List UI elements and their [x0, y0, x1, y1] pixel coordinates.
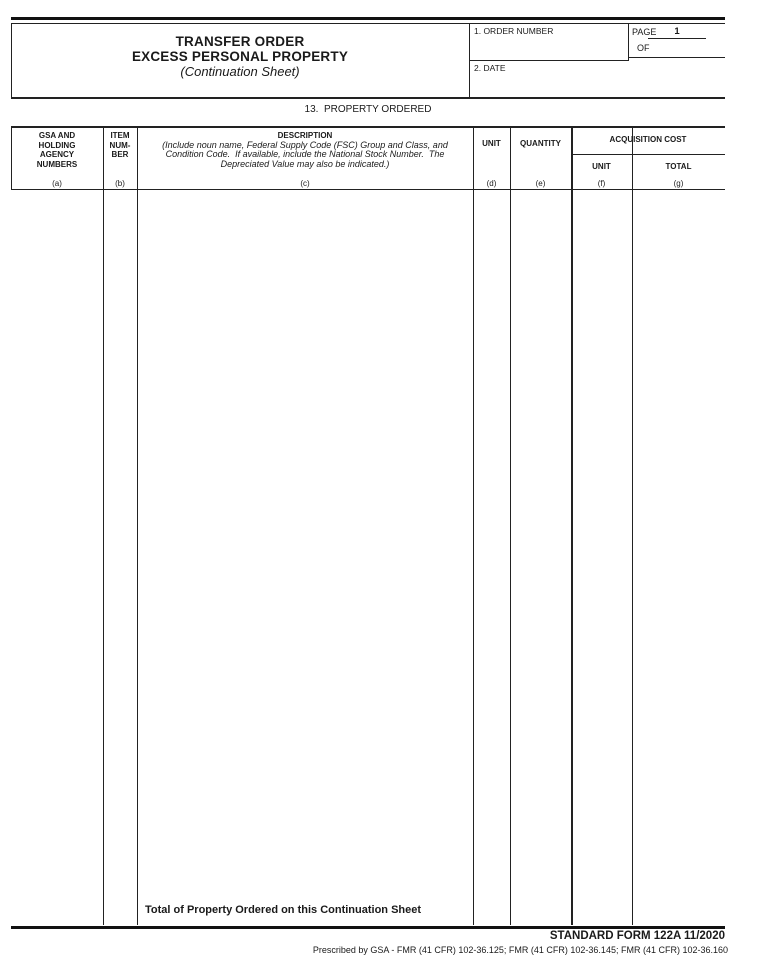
date-field[interactable] — [471, 73, 723, 95]
rule-top-thick — [11, 17, 725, 20]
description-title: DESCRIPTION — [277, 131, 333, 140]
section13-title: 13. PROPERTY ORDERED — [304, 104, 432, 115]
prescribed-by-text: Prescribed by GSA - FMR (41 CFR) 102-36.125; FMR (41 CFR) 102-36.145; FMR (41 CFR) 102-36.160 — [312, 945, 728, 955]
divider-ordernumber-page — [628, 23, 629, 60]
standard-form-number: STANDARD FORM 122A 11/2020 — [549, 930, 725, 942]
description-note-line1: (Include noun name, Federal Supply Code (FSC) Group and Class, and — [162, 139, 448, 150]
of-label: OF — [637, 43, 650, 53]
col-a-line1: GSA AND — [38, 131, 76, 140]
col-a-line2: HOLDING — [38, 140, 76, 150]
page-label: PAGE — [632, 27, 657, 37]
col-d-letter: (d) — [486, 179, 497, 188]
col-header-unit — [473, 139, 510, 189]
col-f-title: UNIT — [592, 162, 611, 171]
rule-top-thin — [11, 23, 725, 24]
total-total-cost-cell[interactable] — [634, 900, 724, 924]
order-number-field[interactable] — [471, 37, 627, 58]
col-header-description — [137, 131, 473, 189]
col-b-line2: NUM- — [109, 140, 131, 150]
col-a-letter: (a) — [52, 179, 62, 188]
col-a-line3: AGENCY — [39, 150, 75, 159]
col-d-title: UNIT — [482, 139, 501, 148]
col-header-acq-total — [632, 162, 725, 189]
col-e-letter: (e) — [535, 179, 546, 188]
rule-order-box-bottom — [469, 60, 629, 61]
total-unit-cost-cell[interactable] — [573, 900, 631, 924]
divider-title-ordernumber — [469, 23, 470, 97]
col-header-acq-unit — [571, 162, 632, 189]
form-title-line2: EXCESS PERSONAL PROPERTY — [131, 49, 349, 64]
order-number-label: 1. ORDER NUMBER — [474, 26, 554, 36]
col-b-letter: (b) — [115, 179, 125, 188]
table-body[interactable] — [11, 190, 725, 902]
page-number-field[interactable]: 1 — [648, 26, 706, 39]
form-title-line3: (Continuation Sheet) — [180, 64, 300, 79]
rule-bottom-thick — [11, 926, 725, 930]
col-b-line1: ITEM — [110, 131, 130, 140]
rule-table-top — [11, 126, 725, 128]
of-field[interactable] — [652, 42, 722, 54]
col-header-gsa-holding-agency-numbers — [11, 131, 103, 189]
rule-acquisition-underline — [571, 154, 725, 155]
col-header-quantity — [510, 139, 571, 189]
col-c-letter: (c) — [300, 179, 310, 188]
col-e-title: QUANTITY — [520, 139, 561, 148]
date-label: 2. DATE — [474, 63, 506, 73]
description-note-line2: Condition Code. If available, include the National Stock Number. The — [165, 149, 445, 160]
col-g-title: TOTAL — [665, 162, 692, 171]
form-title — [11, 34, 469, 79]
col-b-line3: BER — [111, 150, 129, 159]
rule-header-bottom — [11, 97, 725, 99]
acquisition-cost-title: ACQUISITION COST — [609, 135, 687, 144]
description-note-line3: Depreciated Value may also be indicated.) — [220, 158, 390, 169]
form-title-line1: TRANSFER ORDER — [175, 34, 305, 49]
total-row-label: Total of Property Ordered on this Continuation Sheet — [145, 904, 422, 916]
col-g-letter: (g) — [673, 179, 684, 188]
rule-page-box-bottom — [628, 57, 725, 58]
col-f-letter: (f) — [597, 179, 606, 188]
col-a-line4: NUMBERS — [36, 159, 78, 169]
col-header-acquisition-cost — [571, 135, 725, 153]
col-header-item-number — [103, 131, 137, 189]
